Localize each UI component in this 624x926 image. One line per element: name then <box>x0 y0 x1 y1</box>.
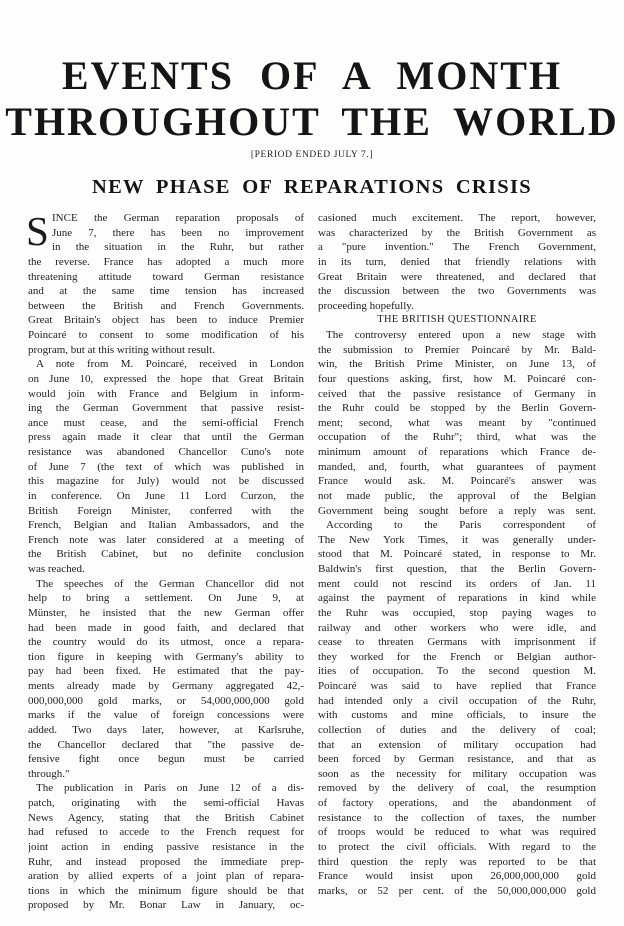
text-line: ance must cease, and the semi-official French <box>28 416 304 429</box>
text-line: Great Britain's object has been to induce Premier <box>28 314 304 327</box>
text-line: would join with France and Belgium in inform- <box>28 387 304 400</box>
text-line: against the payment of reparations in kind while <box>318 592 596 605</box>
text-line: France would insist upon 26,000,000,000 gold <box>318 870 596 883</box>
text-line: the Ruhr was occupied, stop paying wages to <box>318 606 596 619</box>
text-line: Baldwin's first question, that the Berlin Govern- <box>318 563 596 575</box>
text-line: ments already made by Germany aggregated 42,- <box>28 680 304 692</box>
text-line: third question the reply was reported to be that <box>318 855 596 868</box>
drop-cap: S <box>26 208 49 254</box>
text-line: four questions asking, first, how M. Poincaré con- <box>318 372 596 385</box>
text-line: fensive fight once begun must be carried <box>28 753 304 766</box>
subheading: THE BRITISH QUESTIONNAIRE <box>377 314 537 326</box>
text-line: joint action in ending passive resistance in the <box>28 840 304 853</box>
text-line: patch, originating with the semi-official Havas <box>28 797 304 809</box>
text-line: the Ruhr could be stopped by the Berlin Govern- <box>318 402 596 415</box>
text-line: in conference. On June 11 Lord Curzon, the <box>28 489 304 502</box>
text-line: aration by allied experts of a joint plan of repara- <box>28 870 304 883</box>
text-line: of June 7 (the text of which was published in <box>28 460 304 473</box>
text-line: June 7, there has been no improvement <box>52 226 304 239</box>
page-title-line-2: THROUGHOUT THE WORLD <box>5 99 619 144</box>
text-line: pay had been fixed. He estimated that the pay- <box>28 665 304 678</box>
text-line: ment could not rescind its orders of Jan. 11 <box>318 577 596 590</box>
text-line: this magazine for July) would not be discussed <box>28 475 304 488</box>
text-line: with customs and mine officials, to insure the <box>318 709 596 722</box>
text-line: the reverse. France has adopted a much more <box>28 255 304 268</box>
section-heading: NEW PHASE OF REPARATIONS CRISIS <box>91 176 532 198</box>
text-line: added. Two days later, however, at Karlsruhe, <box>28 723 304 736</box>
text-line: the country would do its utmost, once a repara- <box>28 636 304 649</box>
text-line: collection of duties and the delivery of coal; <box>318 723 596 736</box>
text-line: between the British and French Governments. <box>28 299 304 312</box>
text-line: proceeding hopefully. <box>318 299 414 312</box>
text-line: had refused to accede to the French request for <box>28 826 304 839</box>
text-line: threatening attitude toward German resistance <box>28 270 304 283</box>
text-line: had intended only a civil occupation of the Ruhr, <box>318 694 596 707</box>
text-line: The controversy entered upon a new stage with <box>326 329 596 341</box>
text-line: Poincaré was said to have replied that France <box>318 680 596 692</box>
text-line: French note was later considered at a meeting of <box>28 533 304 546</box>
text-line: been forced by German resistance, and that as <box>318 753 596 766</box>
text-line: press again made it clear that until the German <box>28 431 304 444</box>
text-line: a "pure invention." The French Government, <box>318 241 596 254</box>
text-line: Ruhr, and instead proposed the immediate prep- <box>28 855 304 868</box>
text-line: stood that M. Poincaré stated, in response to Mr. <box>318 548 596 561</box>
text-line: ities of occupation. To the second question M. <box>318 665 596 678</box>
text-line: marks if the value of foreign concessions were <box>28 709 304 722</box>
text-line: Münster, he insisted that the new German offer <box>28 606 304 619</box>
text-line: was reached. <box>28 563 85 575</box>
text-line: tion figure in keeping with Germany's ability to <box>28 650 304 663</box>
text-line: through." <box>28 767 70 780</box>
page-title-line-1: EVENTS OF A MONTH <box>61 53 563 98</box>
text-line: The New York Times, it was generally under- <box>318 533 596 546</box>
text-line: tions in which the minimum figure should be that <box>28 884 304 897</box>
text-line: in its turn, denied that friendly relations with <box>318 255 596 268</box>
period-note: [PERIOD ENDED JULY 7.] <box>250 150 374 160</box>
text-line: and at the same time tension has increased <box>28 285 304 298</box>
text-line: soon as the necessity for military occupation was <box>318 767 596 780</box>
text-line: Government being sought before a reply was sent. <box>318 504 596 517</box>
text-line: win, the British Prime Minister, on June 13, of <box>318 358 596 371</box>
text-line: they worked for the French or Belgian author- <box>318 650 596 663</box>
text-line: INCE the German reparation proposals of <box>52 212 304 224</box>
text-line: occupation of the Ruhr"; third, what was the <box>318 431 596 444</box>
text-line: resistance was abandoned Chancellor Cuno's note <box>28 446 304 458</box>
text-line: the discussion between the two Governments was <box>318 285 596 298</box>
text-line: to protect the civil officials. With regard to the <box>318 840 596 853</box>
text-line: manded, and, fourth, what guarantees of payment <box>318 460 596 473</box>
text-line: The speeches of the German Chancellor did not <box>36 577 304 590</box>
text-line: the British Cabinet, but no definite conclusion <box>28 548 304 561</box>
text-line: A note from M. Poincaré, received in London <box>36 358 304 371</box>
text-line: on June 10, expressed the hope that Great Britain <box>28 372 304 385</box>
text-line: 000,000,000 gold marks, or 54,000,000,000 gold <box>28 694 304 707</box>
text-line: Great Britain were threatened, and declared that <box>318 270 596 283</box>
text-line: in the situation in the Ruhr, but rather <box>52 241 304 254</box>
text-line: ceived that the passive resistance of Germany in <box>318 387 596 400</box>
left-column <box>26 208 304 913</box>
text-line: British Foreign Minister, conferred with the <box>28 504 304 517</box>
text-line: not made public, the approval of the Belgian <box>318 489 596 502</box>
text-line: ing the German Government that passive resist- <box>28 402 304 415</box>
text-line: minimum amount of reparations which France de- <box>318 446 596 458</box>
text-line: had been made in good faith, and declared that <box>28 621 304 634</box>
text-line: resistance to the collection of taxes, the number <box>318 811 596 824</box>
text-line: proposed by Mr. Bonar Law in January, oc- <box>28 899 304 912</box>
text-line: According to the Paris correspondent of <box>326 519 596 532</box>
text-line: France would ask. M. Poincaré's answer was <box>318 475 596 488</box>
text-line: help to bring a settlement. On June 9, at <box>28 592 304 605</box>
text-line: the Chancellor declared that "the passive de- <box>28 738 304 751</box>
text-line: of factory operations, and the abandonment of <box>318 797 596 809</box>
text-line: program, but at this writing without result. <box>28 343 215 356</box>
text-line: the submission to Premier Poincaré by Mr. Bald- <box>318 343 596 356</box>
text-line: railway and other workers who were idle, and <box>318 621 596 634</box>
text-line: of troops would be reduced to what was required <box>318 826 596 839</box>
text-line: The publication in Paris on June 12 of a dis- <box>36 782 304 795</box>
text-line: Poincaré to consent to some modification of his <box>28 329 304 341</box>
right-column <box>318 211 596 898</box>
text-line: removed by the delivery of coal, the resumption <box>318 782 596 795</box>
text-line: casioned much excitement. The report, however, <box>318 212 596 224</box>
text-line: News Agency, stating that the British Cabinet <box>28 811 304 824</box>
text-line: marks, or 52 per cent. of the 50,000,000,000 gold <box>318 884 596 897</box>
text-line: ment; second, what was meant by "continued <box>318 416 596 429</box>
text-line: was characterized by the British Government as <box>318 226 596 239</box>
text-line: French, Belgian and Italian Ambassadors, and the <box>28 519 304 532</box>
text-line: cease to threaten Germans with imprisonment if <box>318 636 596 649</box>
text-line: that an extension of military occupation had <box>318 738 596 751</box>
